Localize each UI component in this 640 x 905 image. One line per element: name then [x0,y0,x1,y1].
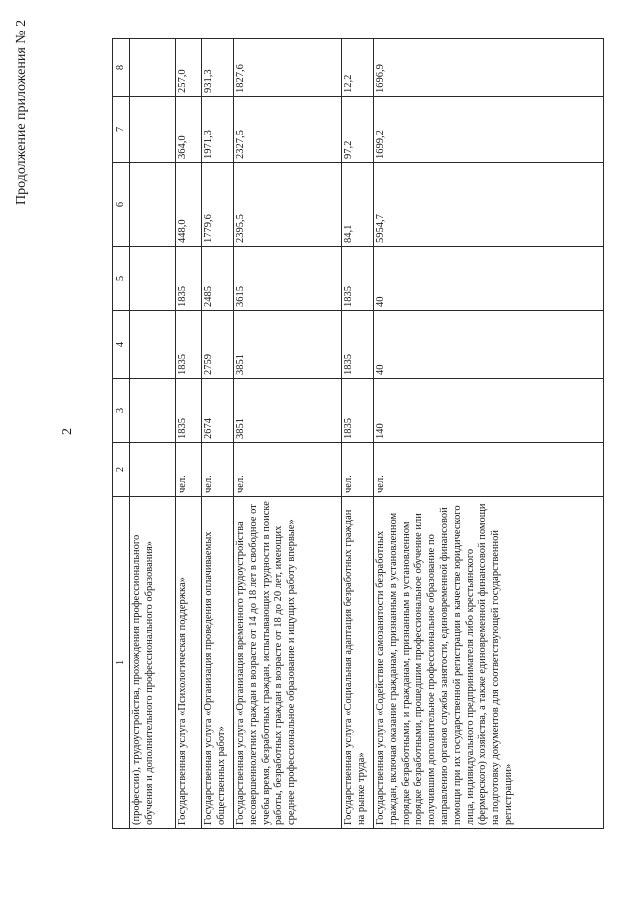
value-cell: 97,2 [342,97,374,163]
table-row [234,39,342,829]
value-cell: 5954,7 [374,163,604,247]
value-cell: 140 [374,379,604,443]
value-cell: 1696,9 [374,39,604,97]
page-number: 2 [60,428,75,435]
column-header: 1 [113,497,130,829]
value-cell: 2395,5 [234,163,342,247]
value-cell [130,97,176,163]
value-cell: 257,0 [176,39,202,97]
value-cell: 1835 [176,379,202,443]
column-header: 2 [113,443,130,497]
service-name: Государственная услуга «Организация временного трудоустройства несовершеннолетних граждан в возрасте от 14 до 18 лет в свободное от учебы время, безработных граждан, испытывающих трудности в поиске работы, безработных граждан в возрасте от 18 до 20 лет, имеющих среднее профессиональное образование и ищущих работу впервые» [234,497,342,829]
value-cell: 40 [374,247,604,311]
unit-cell: чел. [342,443,374,497]
table-row [374,39,604,829]
unit-cell: чел. [374,443,604,497]
service-name: Государственная услуга «Организация проведения оплачиваемых общественных работ» [202,497,234,829]
value-cell: 3851 [234,379,342,443]
value-cell: 3851 [234,311,342,379]
value-cell: 1779,6 [202,163,234,247]
value-cell: 84,1 [342,163,374,247]
table-header-row [113,39,130,829]
service-name: (профессии), трудоустройства, прохождения профессионального обучения и дополнительного профессионального образования» [130,497,176,829]
value-cell: 1835 [342,379,374,443]
value-cell: 1835 [176,311,202,379]
column-header: 4 [113,311,130,379]
value-cell: 2327,5 [234,97,342,163]
unit-cell: чел. [234,443,342,497]
value-cell: 1699,2 [374,97,604,163]
column-header: 6 [113,163,130,247]
service-name: Государственная услуга «Психологическая поддержка» [176,497,202,829]
value-cell: 2759 [202,311,234,379]
unit-cell [130,443,176,497]
value-cell: 1835 [342,247,374,311]
value-cell: 12,2 [342,39,374,97]
value-cell: 1835 [342,311,374,379]
table-row [130,39,176,829]
value-cell: 1835 [176,247,202,311]
unit-cell: чел. [202,443,234,497]
service-name: Государственная услуга «Социальная адаптация безработных граждан на рынке труда» [342,497,374,829]
value-cell [130,247,176,311]
value-cell: 2485 [202,247,234,311]
appendix-continuation-note: Продолжение приложения № 2 [14,19,29,205]
value-cell [130,311,176,379]
value-cell: 3615 [234,247,342,311]
table-row [342,39,374,829]
value-cell: 1827,6 [234,39,342,97]
table-row [176,39,202,829]
value-cell: 40 [374,311,604,379]
value-cell: 448,0 [176,163,202,247]
service-name: Государственная услуга «Содействие самозанятости безработных граждан, включая оказание гражданам, признанным в установленном порядке безработными, и гражданам, признанным в установленном порядке безработными, прошедшим профессиональное обучение или получившим дополнительное профессиональное образование по направлению органов службы занятости, единовременной финансовой помощи при их государственной регистрации в качестве юридического лица, индивидуального предпринимателя либо крестьянского (фермерского) хозяйства, а также единовременной финансовой помощи на подготовку документов для соответствующей государственной регистрации» [374,497,604,829]
value-cell: 2674 [202,379,234,443]
value-cell: 1971,3 [202,97,234,163]
value-cell [130,39,176,97]
value-cell [130,163,176,247]
column-header: 7 [113,97,130,163]
column-header: 3 [113,379,130,443]
table-row [202,39,234,829]
value-cell: 931,3 [202,39,234,97]
value-cell [130,379,176,443]
services-table [112,38,604,829]
column-header: 5 [113,247,130,311]
unit-cell: чел. [176,443,202,497]
value-cell: 364,0 [176,97,202,163]
column-header: 8 [113,39,130,97]
